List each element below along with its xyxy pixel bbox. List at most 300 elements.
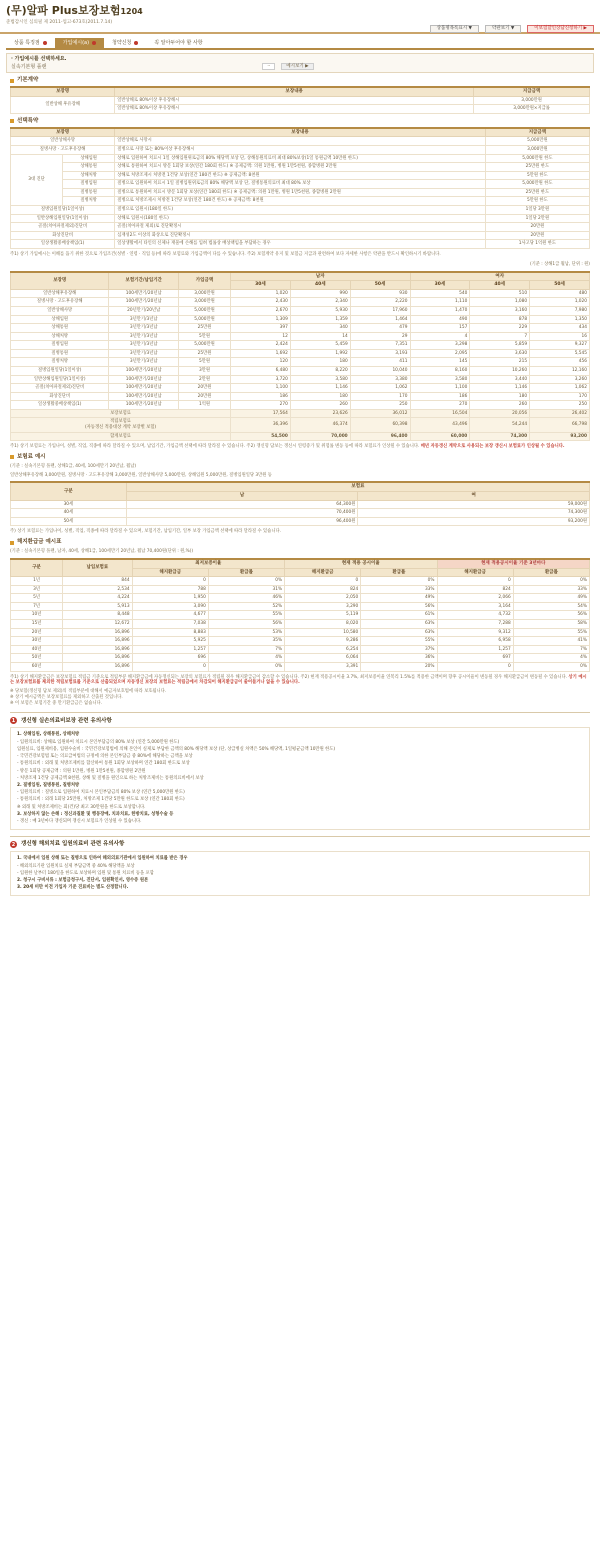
cell: 화상진단비 [11,231,115,240]
cell: 3만원 [178,366,230,375]
cell: 878 [470,315,530,324]
cell: 479 [350,324,410,333]
summary-label: 합계보험료 [11,432,231,441]
product-code: 1204 [120,7,143,16]
cell: 5,000만원 [485,137,589,146]
bullet-text: ※ 상기 예시금액은 보장보험료를 제외하고 산출된 것입니다. [10,694,123,700]
cell: 5만원 [178,358,230,367]
cell: 2,095 [410,349,470,358]
cell: 74,300 [470,432,530,441]
cell: 58% [513,620,589,629]
product-list-button[interactable]: 상품명목록표시 ▼ [430,25,479,33]
warning-item: 1. 상해입원, 상해통원, 상해처방 [17,732,80,738]
cell: 7,038 [132,620,208,629]
cell: 3,090 [132,602,208,611]
cell: 93,200원 [358,517,590,526]
cell: 5,459 [290,341,350,350]
table-row [11,509,590,518]
col-header: 납입보험료 [63,559,133,577]
cell: 54,500 [231,432,291,441]
cell: 질병사망 · 고도후유장해 [11,145,115,154]
cell: 상해통원 [11,324,109,333]
cell: 5,859 [470,341,530,350]
cell: 66,798 [530,418,590,432]
cell: 0 [285,577,361,586]
terms-button[interactable]: 약관보기 ▼ [485,25,521,33]
warning-item: - 통원의료비 : 외래 및 처방조제비를 합산하여 통원 1회당 보상하며 연간 180회 한도로 보상 [17,761,190,767]
cell: 100세만기/20년납 [109,366,178,375]
tab-apply[interactable]: 청약신청 [104,38,146,48]
cell: 229 [470,324,530,333]
table-row [11,409,590,418]
premium-section [10,262,590,450]
warning-title: 갱신형 해외치료 입원의료비 관련 유의사항 [21,841,125,848]
cell: 1,100 [231,384,291,393]
cell: 5,000만원 [178,315,230,324]
page-header [0,0,600,34]
cell: 3,380 [350,375,410,384]
cell: 25만원 한도 [485,163,589,172]
cell: 3년 [11,585,63,594]
cell: 10년 [11,611,63,620]
cell: 8,220 [290,366,350,375]
cell: 1년 [11,577,63,586]
section-title: 기본계약 [17,77,39,84]
cell: 5년 [11,594,63,603]
cell: 25만원 [178,324,230,333]
cell: 1,309 [231,315,291,324]
cell: 20% [361,662,437,671]
cell: 697 [437,654,513,663]
cell: 8,020 [285,620,361,629]
cell: 0% [513,662,589,671]
cell: 6,480 [231,366,291,375]
cell: 53% [208,628,284,637]
cell: 52% [208,602,284,611]
table-row [11,96,590,105]
cell: 질병입원 [63,180,115,189]
col-header: 해지환급금 [285,568,361,577]
bullet-text: ※ 당보험(갱신형 담보 제외)의 적립부분에 대해서 예금자보호법에 따라 보호됩니다. [10,689,167,695]
col-header: 40세 [290,281,350,290]
table-row [11,662,590,671]
cell: 1,692 [231,349,291,358]
cell: 10,260 [470,366,530,375]
cell: 질병으로 통원하여 치료시 방문 1회당 보상(연간 180회 한도) ※ 공제금액: 의원 1만원, 병원 1만5천원, 종합병원 2만원 [115,188,486,197]
warning-item: 입원실료, 입원제비용, 입원수술비 : 국민건강보험법에 의해 본인이 실제로 부담한 금액의 80% 해당액 보상 (단, 상급병실 차액은 50% 해당액, 1일평균금액 10만원 한도) [17,746,336,752]
cell: 100세만기/20년납 [109,401,178,410]
cell: 1일당 2만원 [485,214,589,223]
cell: 16 [530,332,590,341]
cell: 63% [361,620,437,629]
premium-caption: (기준 : 상해1급 월납, 단위 : 원) [529,261,590,267]
cell: 5,545 [530,349,590,358]
warning-item: - 입원의료비 : 질병으로 입원하여 치료시 본인부담금의 80% 보상 (연간 5,000만원 한도) [17,790,185,796]
cell: 17,564 [231,409,291,418]
cell: 50년 [11,654,63,663]
cell: 1,146 [290,384,350,393]
cell: 20만원 [178,384,230,393]
cell: 3,580 [410,375,470,384]
cell: 3대 진단 [11,154,63,205]
cell: 64,300원 [126,500,358,509]
cell: 0% [513,577,589,586]
table-row [11,137,590,146]
col-header: 여자 [410,272,590,281]
cell: 16,504 [410,409,470,418]
cell: 1,146 [470,384,530,393]
cell: 145 [410,358,470,367]
cell: 3년만기/3년납 [109,324,178,333]
warning-body [10,727,590,830]
cell: 2만원 [178,375,230,384]
cell: 골절(치아파절제외)진단비 [11,384,109,393]
cell: 540 [410,289,470,298]
cell: 824 [437,585,513,594]
warning-item: 3. 20세 미만 이전 가입자 기준 진료비는 별도 산정합니다. [17,885,129,891]
cell: 2,430 [231,298,291,307]
cell: 25만원 한도 [485,188,589,197]
warning-item: - 통원의료비 : 외래 1회당 25만원, 처방조제 1건당 5만원 한도로 보상 (연간 180회 한도) [17,797,185,803]
warning-item: - 입원의료비: 상해로 입원하여 치료시 본인부담금의 80% 보상 (연간 5,000만원 한도) [17,739,180,745]
table-row [11,418,590,432]
cell: 100세만기/20년납 [109,392,178,401]
col-header: 여 [358,492,590,501]
cell: 1,100 [410,384,470,393]
col-header: 환급률 [513,568,589,577]
cell: 7 [470,332,530,341]
table-row [11,349,590,358]
table-row [11,240,590,249]
cell: 20,056 [470,409,530,418]
consult-button[interactable]: 이보험할인상담신청하기 ▶ [527,25,594,33]
col-header: 보장명 [11,128,115,137]
cell: 16,896 [63,662,133,671]
cell: 3,720 [231,375,291,384]
note: 주1) 상기 해지환급금은 보장보험료 적립금 기준으로 적립부분 해지환급금에 자동갱신되는 보장의 보험료가 적립될 경우 해지환급금이 감소할 수 있습니다. 주2) 현재 적용공시이율 3.7%, 최저보증이율 연복리 1.5%를 적용한 금액이며 향후 공시이율이 변동될 경우 해지환급금이 변동될 수 있습니다. 상기 예시는 보장보험료를 제외한 적립보험료를 기준으로 산출되었으며 자동갱신 보장의 보험료는 적립금에서 차감되어 해지환급금이 줄어들거나 없을 수 있습니다. [10,674,587,686]
tab-bar [6,38,594,50]
cell: 10,040 [350,366,410,375]
table-row [11,145,590,154]
cell: 2,066 [437,594,513,603]
table-row [11,500,590,509]
cell: 3,260 [530,375,590,384]
cell: 3년만기/3년납 [109,332,178,341]
cell: 3,160 [470,306,530,315]
selector-title: · 가입예시를 선택하세요. [11,56,67,62]
cell: 화상진단비 [11,392,109,401]
cell: 5,930 [290,306,350,315]
cell: 510 [470,289,530,298]
cell: 1,950 [132,594,208,603]
special-coverage [10,118,590,258]
cell: 33% [513,585,589,594]
cell: 120 [231,358,291,367]
col-header: 40세 [470,281,530,290]
show-example-button[interactable]: 예시보기 ▶ [281,63,313,70]
cell: 질병으로 처방조제시 처방전 1건당 보상(연간 180건 한도) ※ 공제금액: 8천원 [115,197,486,206]
cell: 5,913 [63,602,133,611]
cell: 49% [361,594,437,603]
cell: 3,000만원 [485,145,589,154]
cell: 2,050 [285,594,361,603]
cell: 54% [513,602,589,611]
cell: 56% [208,620,284,629]
cell: 일상생활에서 타인의 신체나 재물에 손해를 입혀 법률상 배상책임을 부담하는 경우 [115,240,486,249]
table-row [11,577,590,586]
cell: 170 [530,392,590,401]
table-row [11,306,590,315]
table-row [11,206,590,215]
summary-label: 적립보험료 [110,419,131,425]
cell: 33% [361,585,437,594]
cell: 4,224 [63,594,133,603]
cell: 3,298 [410,341,470,350]
cell: 7% [513,645,589,654]
plan-select[interactable]: ·· [262,63,275,70]
cell: 9,286 [285,637,361,646]
cell: 상해로 처방조제시 처방전 1건당 보상(연간 180건 한도) ※ 공제금액: 8천원 [115,171,486,180]
cell: 63% [361,628,437,637]
cell: 일반상해로 80%이상 후유장해시 [115,105,474,114]
table-row [11,654,590,663]
cell: 7,351 [350,341,410,350]
cell: 3,193 [350,349,410,358]
col-header: 해지환급금 [132,568,208,577]
table-row [11,188,590,197]
cell: 7,288 [437,620,513,629]
cell: 824 [285,585,361,594]
table-row [11,432,590,441]
cell: 상해입원 [63,154,115,163]
cell: 6,958 [437,637,513,646]
table-row [11,375,590,384]
cell: 1일당 3만원 [485,206,589,215]
cell: 20만원 [485,223,589,232]
cell: 1,020 [231,289,291,298]
premium-table [10,271,590,442]
cell: 30년 [11,637,63,646]
refund-section [10,454,590,535]
cell: 0% [208,577,284,586]
table-row [11,611,590,620]
cell: 1,080 [470,298,530,307]
cell: 16,896 [63,637,133,646]
cell: 16,896 [63,628,133,637]
col-header: 현재 적용 공시이율 [285,559,437,568]
cell: 골절(치아파절 제외)로 진단확정시 [115,223,486,232]
cell: 270 [231,401,291,410]
cell: 31% [208,585,284,594]
cell: 59,000원 [358,500,590,509]
table-row [11,154,590,163]
cell: 17,960 [350,306,410,315]
cell: 일반상해로 80%이상 후유장해시 [115,96,474,105]
table-row [11,214,590,223]
tab-marker-icon [92,41,96,45]
cell: 3,391 [285,662,361,671]
cell: 3년만기/3년납 [109,349,178,358]
cell: 일상생활중배상책임(1) [11,240,115,249]
cell: 상해처방 [63,171,115,180]
cell: 16,896 [63,654,133,663]
cell: 23,626 [290,409,350,418]
col-header: 구분 [11,482,127,500]
cell: 질병통원 [11,349,109,358]
tab-example[interactable]: 가입예시(a) [55,38,104,48]
warning-item: 3. 보상하지 않는 손해 : 정신과질환 및 행동장애, 치과치료, 한방치료, 성형수술 등 [17,811,174,817]
tab-notice[interactable]: 꼭 알아두어야 할 사항 [154,39,203,46]
cell: 180 [290,358,350,367]
cell: 100세만기/20년납 [109,384,178,393]
cell: 60년 [11,662,63,671]
cell: 46% [208,594,284,603]
cell: 74,300원 [358,509,590,518]
cell: 1,464 [350,315,410,324]
col-header: 현재 적용공시이율 기준 3년마다 [437,559,590,568]
cell: 8,883 [132,628,208,637]
cell: 40년 [11,645,63,654]
cell: 5,000만원 한도 [485,180,589,189]
cell: 1,350 [530,315,590,324]
warning-body [10,851,590,896]
cell: 55% [361,637,437,646]
cell: 일반상해 후유장해 [11,96,115,113]
note: 주1) 상기 보험료는 가입나이, 성별, 직업, 직종에 따라 달라질 수 있으며, 납입기간, 가입금액 선택에 따라 달라질 수 있습니다. 주2) 갱신형 담보는 갱신시 연령증가 및 위험률 변동 등에 따라 보험료가 인상될 수 있습니다. 매년 자동갱신 계약으로 사용되는 보장 갱신시 보험료가 인상될 수 있습니다. [10,444,565,450]
table-row [11,628,590,637]
cell: 12,160 [530,366,590,375]
cell: 20년만기/20년납 [109,306,178,315]
cell: 0 [437,662,513,671]
cell: 788 [132,585,208,594]
cell: 6,254 [285,645,361,654]
cell: 186 [410,392,470,401]
cell: 6,064 [285,654,361,663]
cell: 3,580 [290,375,350,384]
table-row [11,231,590,240]
cell: 186 [231,392,291,401]
cell: 질병처방 [63,197,115,206]
cell: 41% [513,637,589,646]
cell: 2,670 [231,306,291,315]
cell: 3,164 [437,602,513,611]
cell: 50세 [11,517,127,526]
cell: 70,000 [290,432,350,441]
col-header: 50세 [530,281,590,290]
tab-marker-icon [43,41,47,45]
warning-item: - 입원한 날부터 180일을 한도로 보상하며 입원 및 통원 치료비 등을 포함 [17,870,154,876]
col-header: 가입금액 [178,272,230,290]
cell: 1,062 [350,384,410,393]
cell: 일상생활중배상책임(1) [11,401,109,410]
number-badge: 2 [11,841,16,848]
summary-note: (자동갱신 적용대상 계약 보장별 보험) [84,425,157,431]
cell: 49% [513,594,589,603]
col-header: 최저보증이율 [132,559,284,568]
cell: 260 [290,401,350,410]
cell: 7% [208,645,284,654]
cell: 36,012 [350,409,410,418]
cell: 434 [530,324,590,333]
cell: 5,000만원 [178,341,230,350]
cell: 0% [208,662,284,671]
cell: 14 [290,332,350,341]
note: 주) 상기 보험료는 가입나이, 성별, 직업, 직종에 따라 달라질 수 있으며, 보험기간, 납입기간, 일부 보장 가입금액 선택에 따라 달라질 수 있습니다. [10,529,281,535]
cell: 37% [361,645,437,654]
warning-item: - 갱신 : 매 3년마다 갱신되며 갱신시 보험료가 인상될 수 있습니다. [17,819,142,825]
plan-selector [6,53,594,73]
cell: 36% [361,654,437,663]
cell: 70,400원 [126,509,358,518]
special-table [10,127,590,249]
surrender-bullets [10,689,590,706]
tab-features[interactable]: 상품 특징점 [6,38,55,48]
cell: 9,312 [437,628,513,637]
warning-item: 2. 질병입원, 질병통원, 질병처방 [17,783,80,789]
cell: 1,257 [132,645,208,654]
cell: 질병으로 사망 또는 80%이상 후유장해시 [115,145,486,154]
cell: 3,290 [285,602,361,611]
cell: 30세 [11,500,127,509]
cell: 상해입원 [11,315,109,324]
cell: 2,424 [231,341,291,350]
table-row [11,223,590,232]
table-row [11,163,590,172]
cell: 60,000 [410,432,470,441]
table-row [11,620,590,629]
cell: 3,630 [470,349,530,358]
cell: 29 [350,332,410,341]
table-row [11,324,590,333]
cell: 61% [361,611,437,620]
bullet-text: ※ 이 보험은 보험기간 중 만기환급금은 없습니다. [10,700,103,706]
note-highlight: 상기 예시는 보장보험료를 제외한 적립보험료를 기준으로 산출되었으며 자동갱신 보장의 보험료는 적립금에서 차감되어 해지환급금이 줄어들거나 없을 수 있습니다. [10,674,587,686]
cell: 질병입원일당(1일이상) [11,206,115,215]
warning-item: ※ 외래 및 처방조제비는 회(건)당 최고 30만원을 한도로 보상합니다. [17,804,146,810]
table-row [11,341,590,350]
cell: 96,400 [350,432,410,441]
cell: 4,677 [132,611,208,620]
cell: 36,396 [231,418,291,432]
cell: 일반상해사망 [11,306,109,315]
cell: 43,496 [410,418,470,432]
cell: 990 [290,289,350,298]
cell: 20년 [11,628,63,637]
cell: 180 [290,392,350,401]
cell: 56% [361,602,437,611]
cell: 상해통원 [63,163,115,172]
cell: 20만원 [178,392,230,401]
warning-2 [10,836,590,896]
cell: 25만원 [178,349,230,358]
cell: 397 [231,324,291,333]
cell: 질병입원일당(1일이상) [11,366,109,375]
refund-table [10,481,590,526]
table-row [11,401,590,410]
col-header: 30세 [231,281,291,290]
table-row [11,602,590,611]
table-row [11,585,590,594]
tab-marker-icon [134,41,138,45]
cell: 3,000만원 [178,298,230,307]
cell: 35% [208,637,284,646]
cell: 8,160 [410,366,470,375]
cell: 480 [530,289,590,298]
note: 주1) 상기 가입예시는 이해를 돕기 위한 것으로 가입조건(성별 · 연령 · 직업 등)에 따라 보험료와 가입금액이 다를 수 있습니다. 주2) 보험계약 유지 및 보험금 지급과 관련하여 보다 자세한 사항은 약관을 반드시 확인하시기 바랍니다. [10,251,441,257]
cell: 20만원 [485,231,589,240]
table-row [11,594,590,603]
bullet-icon [10,541,14,545]
